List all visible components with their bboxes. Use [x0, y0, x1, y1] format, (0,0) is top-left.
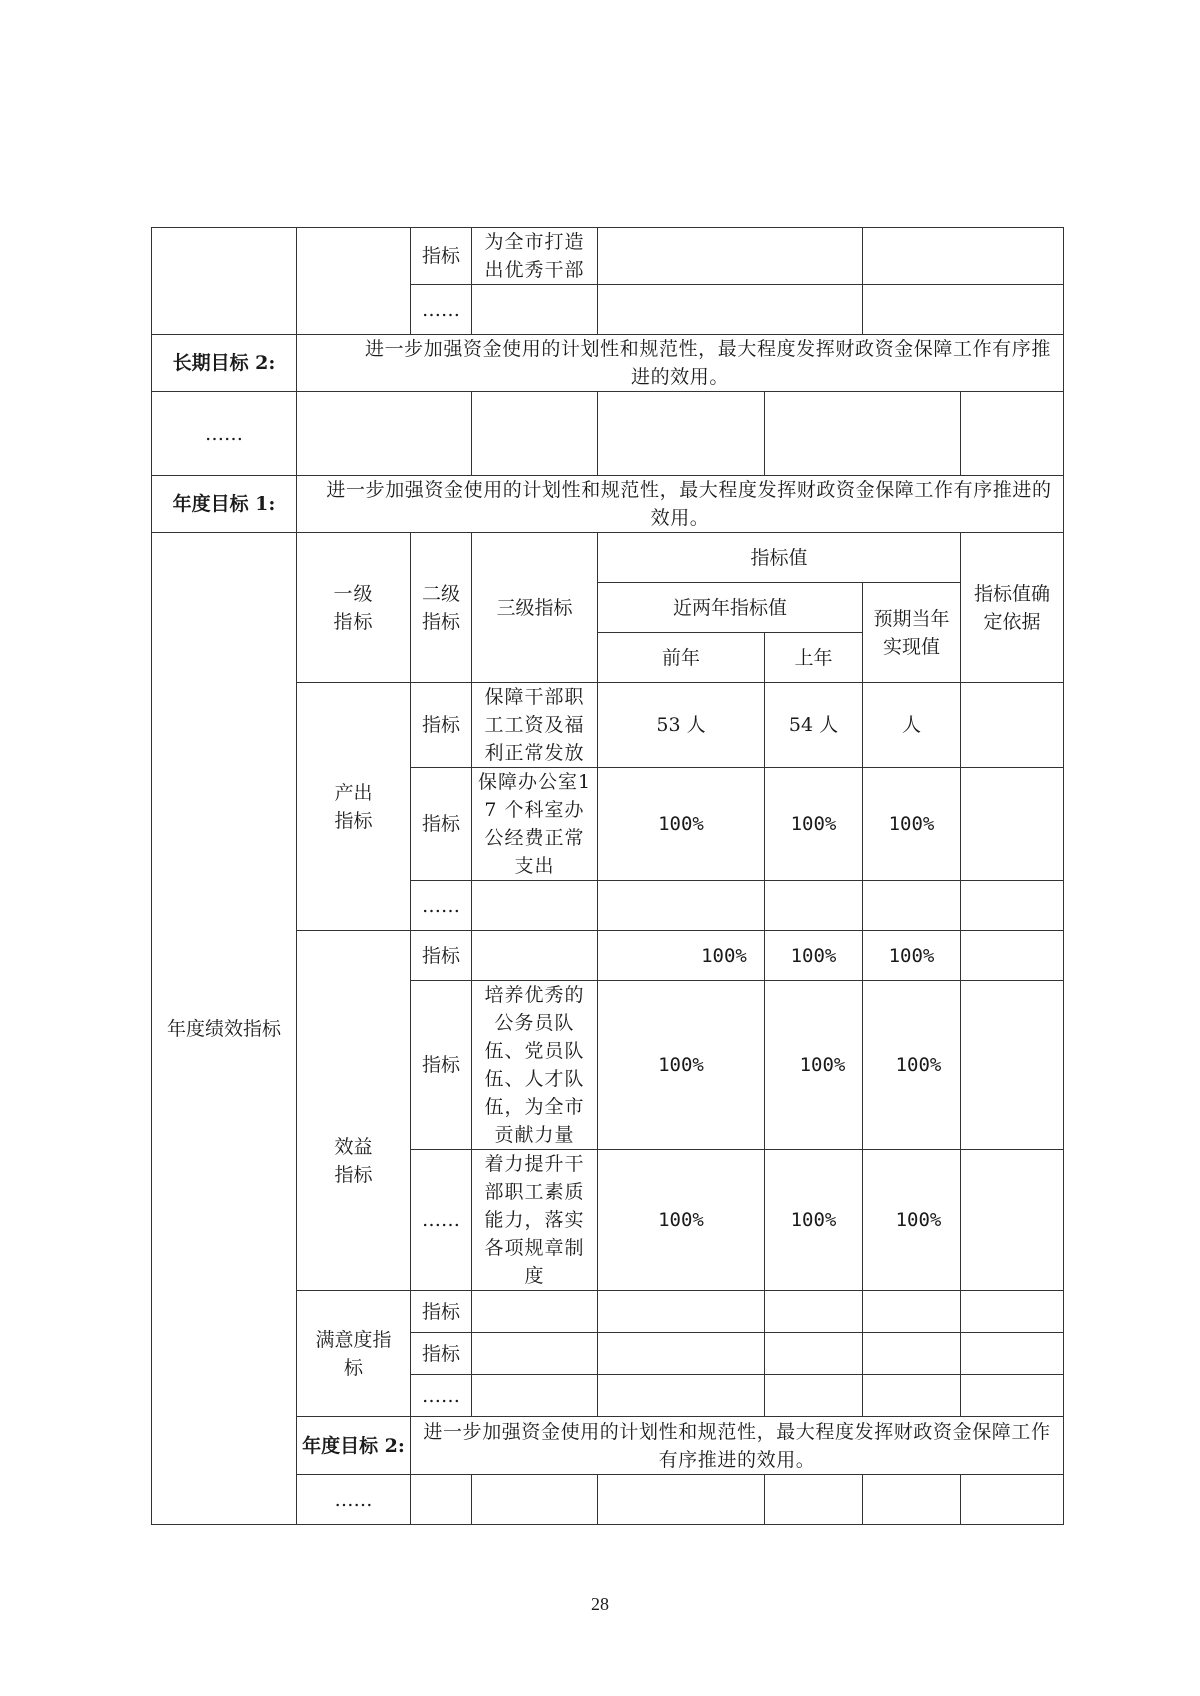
empty-cell: [598, 285, 863, 335]
annual-goal-label: 年度目标 2:: [297, 1417, 411, 1475]
empty-cell: [472, 881, 598, 931]
empty-cell: [598, 392, 765, 476]
value-last: 100%: [765, 931, 863, 981]
empty-cell: [765, 1333, 863, 1375]
level2-cell: 指标: [411, 683, 472, 768]
empty-cell: [765, 392, 961, 476]
empty-cell: [598, 1333, 765, 1375]
empty-cell: [863, 228, 1064, 285]
satisfaction-indicator-label: 满意度指标: [297, 1291, 411, 1417]
empty-cell: [961, 881, 1064, 931]
table-row: [152, 392, 1064, 476]
empty-cell: [297, 228, 411, 335]
empty-cell: [863, 285, 1064, 335]
level3-cell: 保障干部职工工资及福利正常发放: [472, 683, 598, 768]
value-expected: 人: [863, 683, 961, 768]
header-recent-two-years: 近两年指标值: [598, 583, 863, 633]
empty-cell: [961, 1150, 1064, 1291]
table-row: [152, 228, 1064, 285]
empty-cell: [863, 1333, 961, 1375]
empty-cell: [961, 768, 1064, 881]
level2-cell: 指标: [411, 228, 472, 285]
value-before-last: 100%: [598, 1150, 765, 1291]
annual-goal-text: 进一步加强资金使用的计划性和规范性，最大程度发挥财政资金保障工作有序推进的效用。: [411, 1417, 1064, 1475]
empty-cell: [152, 228, 297, 335]
empty-cell: [472, 1333, 598, 1375]
empty-cell: [598, 1291, 765, 1333]
value-before-last: 100%: [598, 981, 765, 1150]
empty-cell: [961, 683, 1064, 768]
level2-cell: 指标: [411, 1291, 472, 1333]
value-last: 54 人: [765, 683, 863, 768]
level3-cell: 保障办公室17 个科室办公经费正常支出: [472, 768, 598, 881]
level2-cell: ……: [411, 881, 472, 931]
ellipsis-cell: ……: [297, 1475, 411, 1525]
level2-cell: 指标: [411, 1333, 472, 1375]
value-before-last: 100%: [598, 768, 765, 881]
empty-cell: [472, 392, 598, 476]
table-row: [152, 476, 1064, 533]
table-row: [152, 335, 1064, 392]
header-last-year: 上年: [765, 633, 863, 683]
annual-performance-label: 年度绩效指标: [152, 533, 297, 1525]
empty-cell: [863, 1475, 961, 1525]
empty-cell: [961, 981, 1064, 1150]
long-term-goal-label: 长期目标 2:: [152, 335, 297, 392]
level3-cell: 为全市打造出优秀干部: [472, 228, 598, 285]
empty-cell: [598, 1375, 765, 1417]
empty-cell: [863, 881, 961, 931]
value-before-last: 100%: [598, 931, 765, 981]
empty-cell: [863, 1291, 961, 1333]
empty-cell: [961, 1333, 1064, 1375]
header-level1: 一级指标: [297, 533, 411, 683]
empty-cell: [472, 1475, 598, 1525]
empty-cell: [961, 1375, 1064, 1417]
empty-cell: [598, 1475, 765, 1525]
page-number: 28: [591, 1594, 609, 1614]
level2-cell: ……: [411, 1375, 472, 1417]
empty-cell: [472, 1375, 598, 1417]
annual-goal-text: 进一步加强资金使用的计划性和规范性，最大程度发挥财政资金保障工作有序推进的效用。: [297, 476, 1064, 533]
header-year-before-last: 前年: [598, 633, 765, 683]
level2-cell: 指标: [411, 768, 472, 881]
value-expected: 100%: [863, 931, 961, 981]
value-before-last: 53 人: [598, 683, 765, 768]
benefit-indicator-label: 效益指标: [297, 931, 411, 1291]
level2-cell: 指标: [411, 931, 472, 981]
level2-cell: ……: [411, 285, 472, 335]
value-expected: 100%: [863, 1150, 961, 1291]
level3-cell: 培养优秀的公务员队伍、党员队伍、人才队伍，为全市贡献力量: [472, 981, 598, 1150]
header-basis: 指标值确定依据: [961, 533, 1064, 683]
table-header-row: [152, 533, 1064, 583]
value-last: 100%: [765, 768, 863, 881]
long-term-goal-text: 进一步加强资金使用的计划性和规范性，最大程度发挥财政资金保障工作有序推进的效用。: [297, 335, 1064, 392]
empty-cell: [297, 392, 472, 476]
empty-cell: [598, 881, 765, 931]
output-indicator-label: 产出指标: [297, 683, 411, 931]
header-level2: 二级指标: [411, 533, 472, 683]
level2-cell: 指标: [411, 981, 472, 1150]
empty-cell: [961, 392, 1064, 476]
level3-cell: 着力提升干部职工素质能力，落实各项规章制度: [472, 1150, 598, 1291]
empty-cell: [961, 1291, 1064, 1333]
annual-goal-label: 年度目标 1:: [152, 476, 297, 533]
header-expected-current: 预期当年实现值: [863, 583, 961, 683]
ellipsis-cell: ……: [152, 392, 297, 476]
level3-cell: [472, 931, 598, 981]
value-last: 100%: [765, 1150, 863, 1291]
value-expected: 100%: [863, 768, 961, 881]
empty-cell: [863, 1375, 961, 1417]
empty-cell: [765, 1475, 863, 1525]
empty-cell: [472, 285, 598, 335]
empty-cell: [411, 1475, 472, 1525]
value-expected: 100%: [863, 981, 961, 1150]
header-level3: 三级指标: [472, 533, 598, 683]
performance-goal-table: [151, 227, 1064, 1525]
empty-cell: [765, 881, 863, 931]
empty-cell: [765, 1291, 863, 1333]
level2-cell: ……: [411, 1150, 472, 1291]
header-indicator-value: 指标值: [598, 533, 961, 583]
empty-cell: [961, 931, 1064, 981]
value-last: 100%: [765, 981, 863, 1150]
empty-cell: [598, 228, 863, 285]
empty-cell: [765, 1375, 863, 1417]
empty-cell: [472, 1291, 598, 1333]
empty-cell: [961, 1475, 1064, 1525]
